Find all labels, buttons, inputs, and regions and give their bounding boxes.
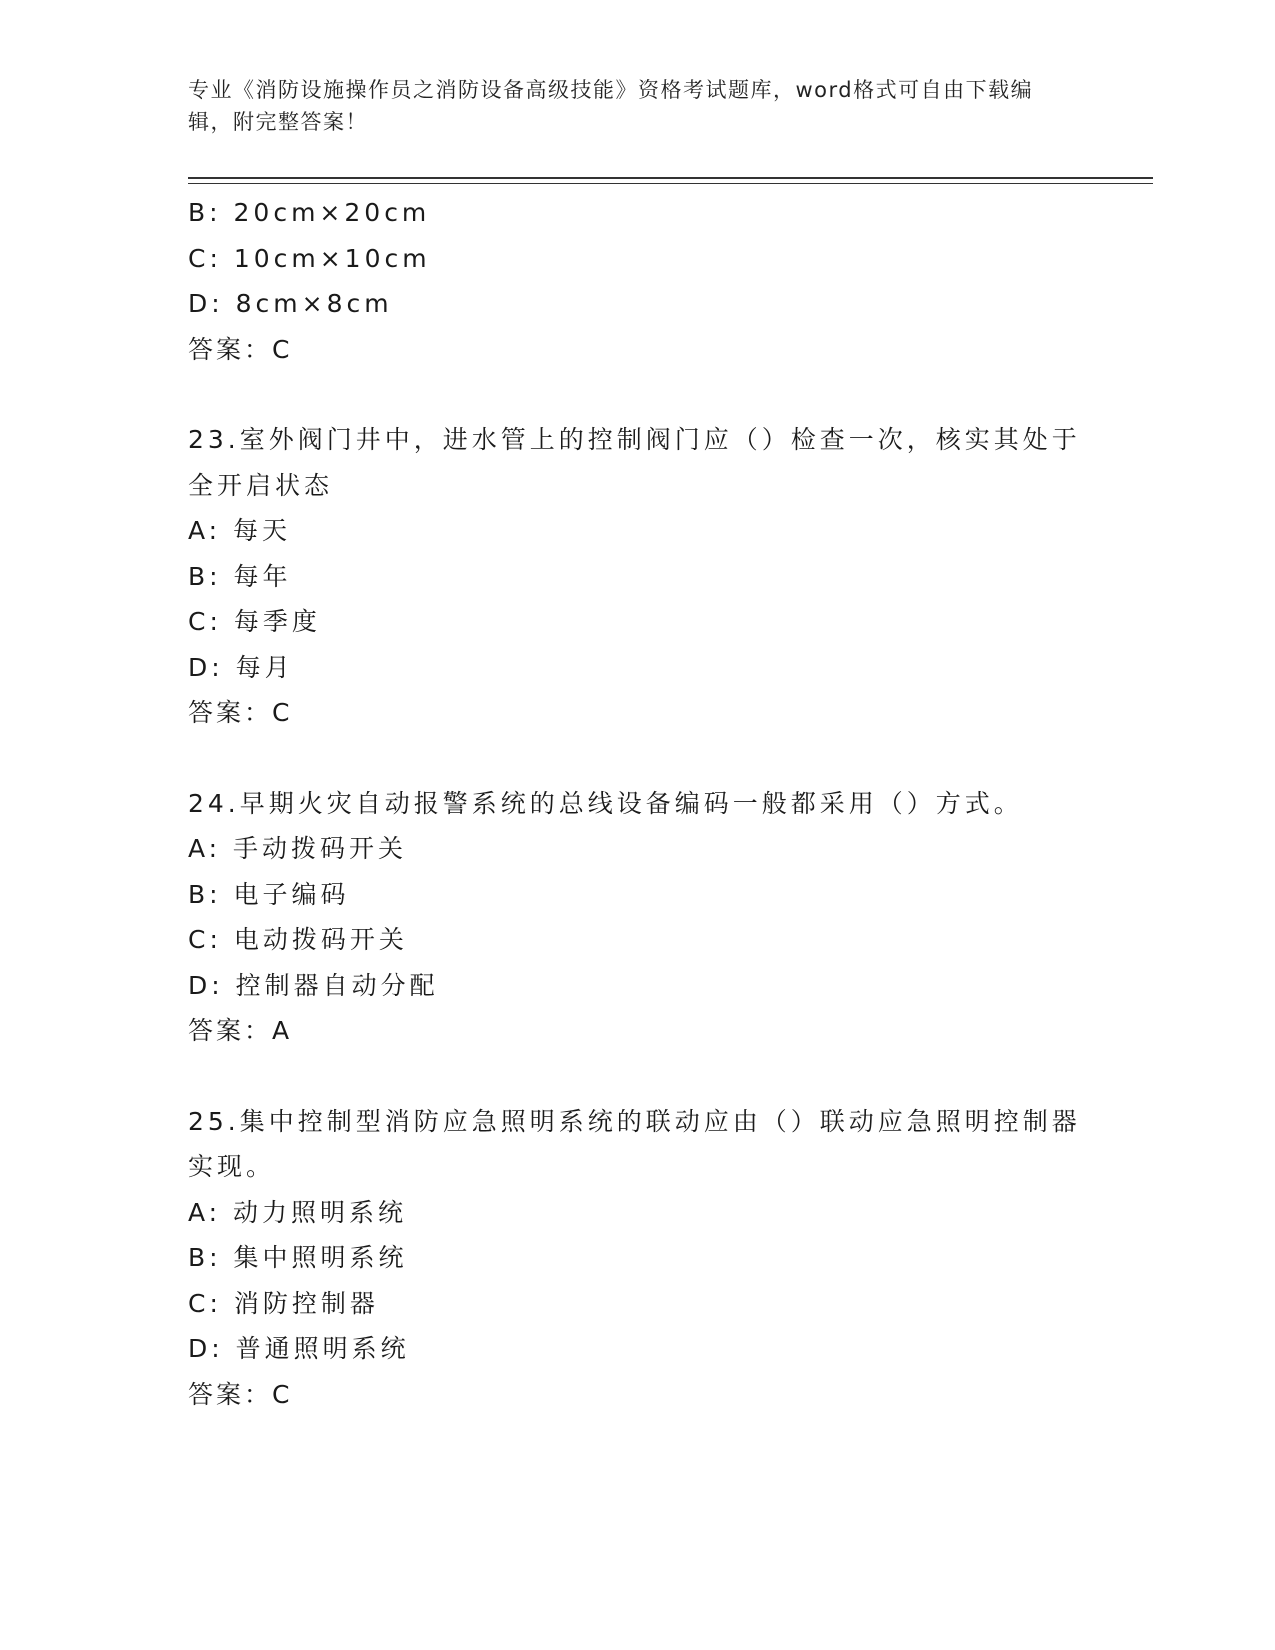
question-list [188,190,1108,1417]
option-b: B: 每年 [188,561,292,591]
option-a: A: 每天 [188,516,292,545]
question-24 [188,781,1108,1054]
question-stem: 23.室外阀门井中，进水管上的控制阀门应（）检查一次，核实其处于全开启状态 [188,425,1081,500]
question-stem: 25.集中控制型消防应急照明系统的联动应由（）联动应急照明控制器实现。 [188,1106,1081,1181]
option-b: B: 集中照明系统 [188,1243,408,1272]
prev-question-block [188,190,1108,372]
answer-line: 答案：C [188,698,293,727]
answer-line: 答案：A [188,1016,293,1045]
spacer [188,372,1108,417]
question-23 [188,417,1108,736]
option-c: C: 消防控制器 [188,1288,379,1318]
answer-line: 答案：C [188,1379,293,1409]
option-d: D: 8cm×8cm [188,289,393,318]
document-header: 专业《消防设施操作员之消防设备高级技能》资格考试题库，word格式可自由下载编辑，附完整答案！ [188,78,1034,134]
option-b: B: 20cm×20cm [188,198,431,227]
header-rule-thin [188,183,1153,184]
option-d: D: 控制器自动分配 [188,970,439,1000]
spacer [188,736,1108,781]
option-b: B: 电子编码 [188,879,350,909]
answer-line: 答案：C [188,334,293,364]
question-stem: 24.早期火灾自动报警系统的总线设备编码一般都采用（）方式。 [188,788,1023,818]
option-a: A: 手动拨码开关 [188,834,408,863]
option-c: C: 每季度 [188,607,321,636]
option-d: D: 每月 [188,652,294,682]
header-rule-thick [188,177,1153,179]
option-c: C: 电动拨码开关 [188,925,408,954]
question-25 [188,1099,1108,1418]
option-a: A: 动力照明系统 [188,1197,408,1227]
option-c: C: 10cm×10cm [188,243,431,273]
option-d: D: 普通照明系统 [188,1334,410,1363]
spacer [188,1054,1108,1099]
